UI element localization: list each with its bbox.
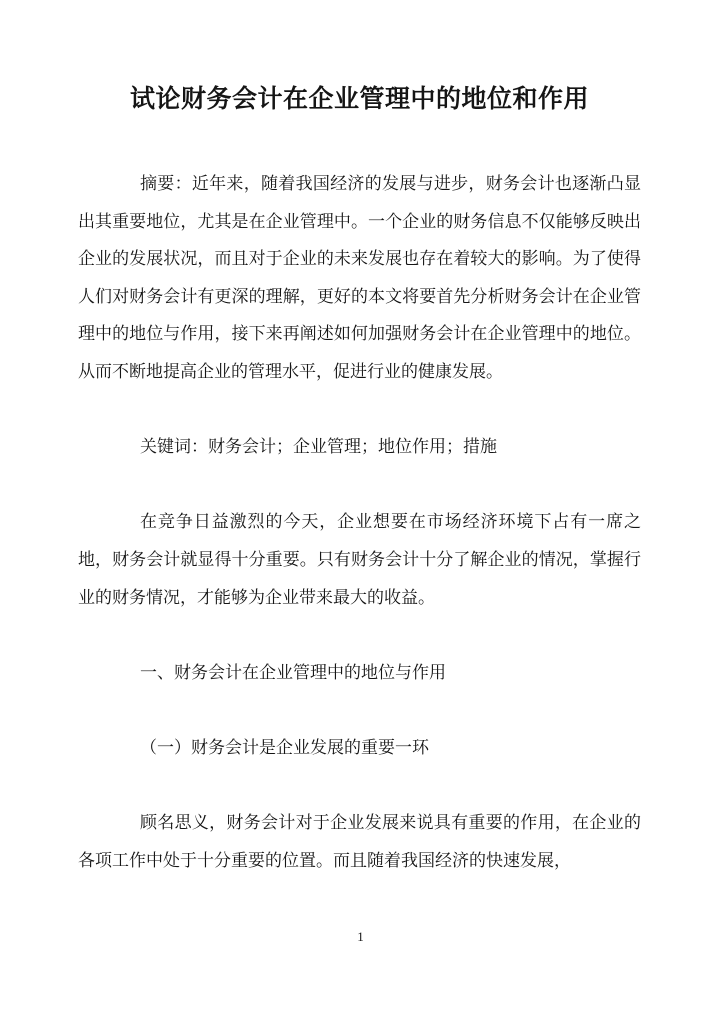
body-paragraph: 顾名思义，财务会计对于企业发展来说具有重要的作用，在企业的各项工作中处于十分重要的位置。而且随着我国经济的快速发展， xyxy=(78,813,641,870)
subsection-heading: （一）财务会计是企业发展的重要一环 xyxy=(140,737,429,757)
document-content xyxy=(0,81,721,879)
section-heading: 一、财务会计在企业管理中的地位与作用 xyxy=(140,662,446,682)
document-title: 试论财务会计在企业管理中的地位和作用 xyxy=(129,86,589,113)
page-number: 1 xyxy=(357,929,364,944)
abstract-paragraph: 摘要：近年来，随着我国经济的发展与进步，财务会计也逐渐凸显出其重要地位，尤其是在企业管理中。一个企业的财务信息不仅能够反映出企业的发展状况，而且对于企业的未来发展也存在着较大的影响。为了使得人们对财务会计有更深的理解，更好的本文将要首先分析财务会计在企业管理中的地位与作用，接下来再阐述如何加强财务会计在企业管理中的地位。从而不断地提高企业的管理水平，促进行业的健康发展。 xyxy=(78,174,641,381)
keywords-line: 关键词：财务会计；企业管理；地位作用；措施 xyxy=(140,437,497,457)
intro-paragraph: 在竞争日益激烈的今天，企业想要在市场经济环境下占有一席之地，财务会计就显得十分重要。只有财务会计十分了解企业的情况，掌握行业的财务情况，才能够为企业带来最大的收益。 xyxy=(78,512,641,607)
